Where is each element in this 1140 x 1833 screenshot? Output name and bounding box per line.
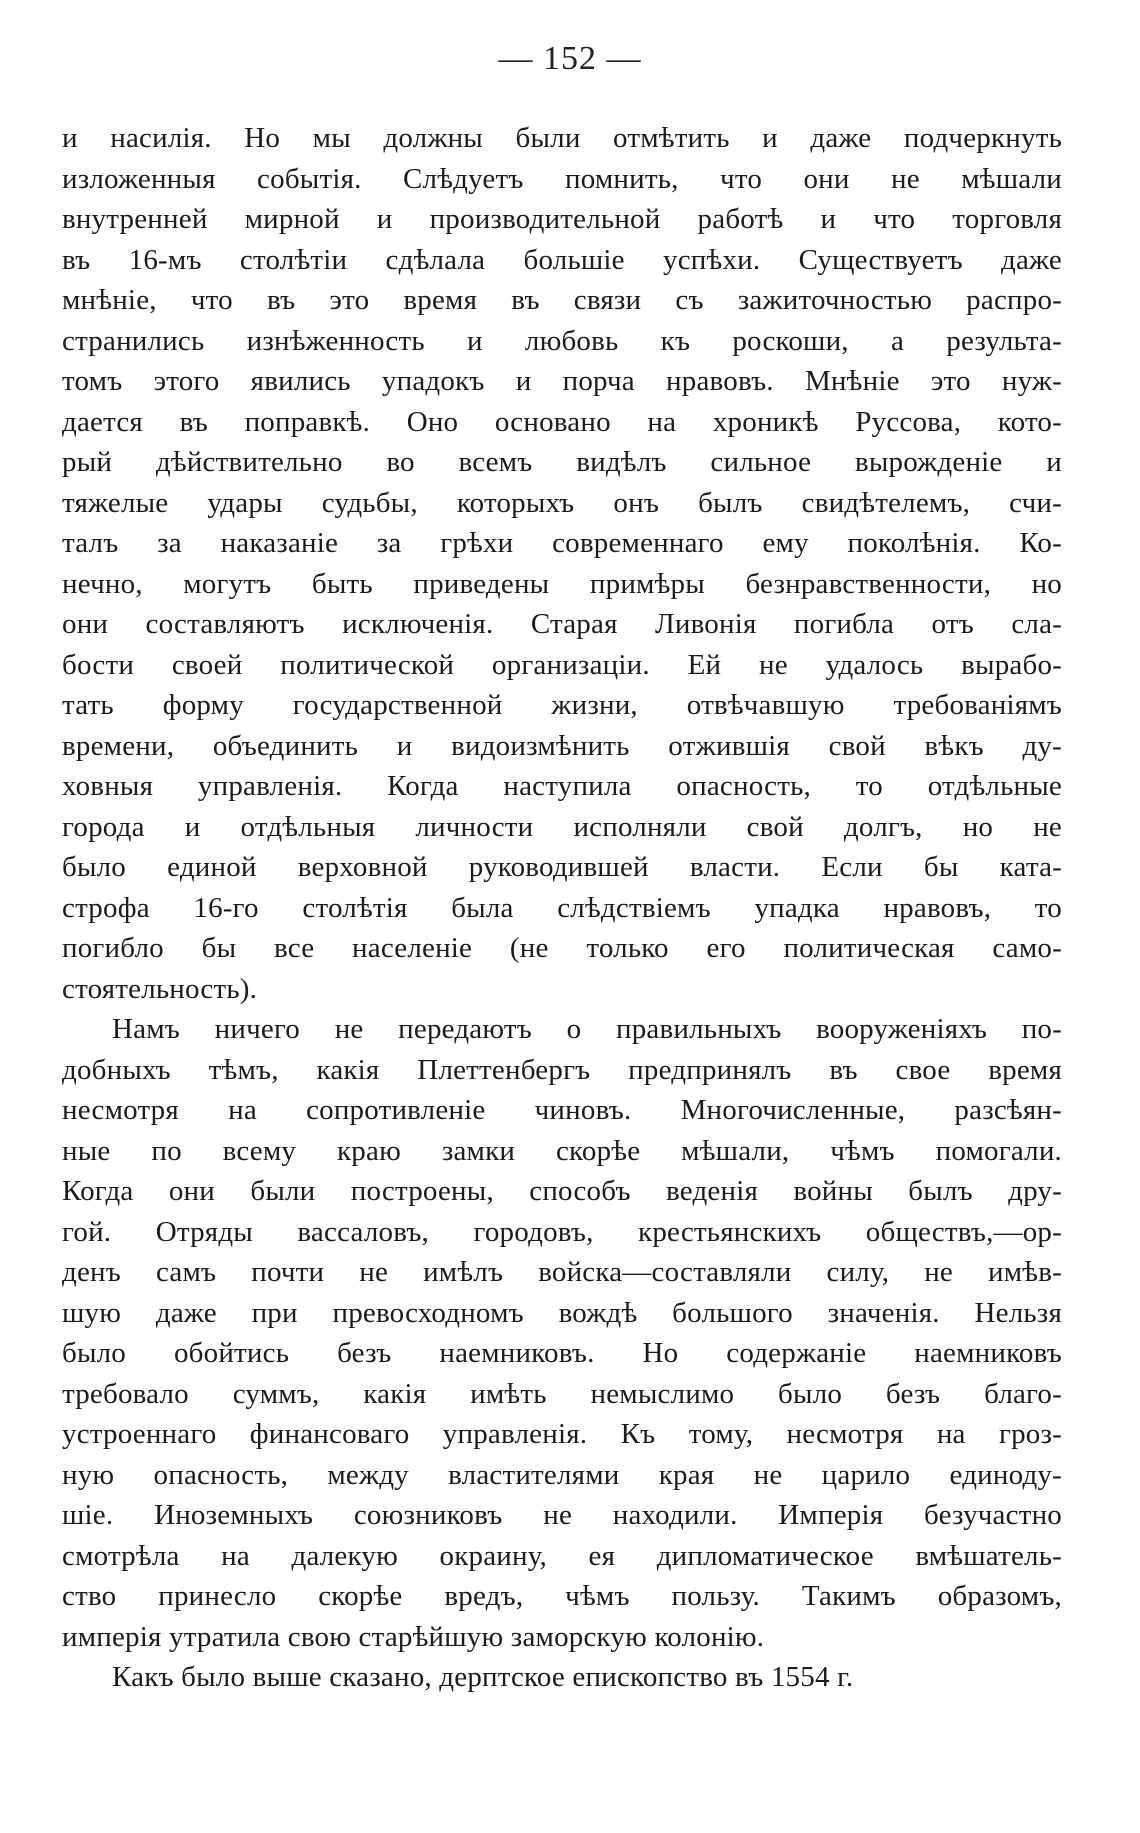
paragraph-start-line: Какъ было выше сказано, дерптское епископство въ 1554 г. <box>112 1661 854 1693</box>
text-line: талъ за наказаніе за грѣхи современнаго ему поколѣнія. Ко- <box>62 527 1062 559</box>
paragraph-end-line: стоятельность). <box>62 972 258 1005</box>
text-line: денъ самъ почти не имѣлъ войска—составляли силу, не имѣв- <box>62 1256 1062 1288</box>
text-line: ные по всему краю замки скорѣе мѣшали, чѣмъ помогали. <box>62 1134 1062 1167</box>
text-line: было обойтись безъ наемниковъ. Но содержаніе наемниковъ <box>62 1337 1062 1369</box>
text-line: они составляютъ исключенія. Старая Ливонія погибла отъ сла- <box>62 608 1062 640</box>
text-line: бости своей политической организаціи. Ей не удалось вырабо- <box>62 648 1062 681</box>
text-line: времени, объединить и видоизмѣнить отжившія свой вѣкъ ду- <box>62 729 1062 762</box>
paragraph-start-line: Намъ ничего не передаютъ о правильныхъ вооруженіяхъ по- <box>112 1013 1062 1045</box>
body-text <box>62 118 1062 1698</box>
text-line: устроеннаго финансоваго управленія. Къ тому, несмотря на гроз- <box>62 1418 1062 1450</box>
text-line: внутренней мирной и производительной работѣ и что торговля <box>62 203 1062 235</box>
text-line: погибло бы все населеніе (не только его политическая само- <box>62 932 1062 964</box>
text-line: добныхъ тѣмъ, какія Плеттенбергъ предпринялъ въ свое время <box>62 1053 1062 1086</box>
page-number: — 152 — <box>498 40 642 77</box>
text-line: гой. Отряды вассаловъ, городовъ, крестьянскихъ обществъ,—ор- <box>62 1215 1062 1248</box>
text-line: Когда они были построены, способъ веденія войны былъ дру- <box>62 1175 1062 1207</box>
text-line: рый дѣйствительно во всемъ видѣлъ сильное вырожденіе и <box>62 446 1062 478</box>
text-line: несмотря на сопротивленіе чиновъ. Многочисленные, разсѣян- <box>62 1094 1062 1126</box>
text-line: тать форму государственной жизни, отвѣчавшую требованіямъ <box>62 689 1062 721</box>
text-line: нечно, могутъ быть приведены примѣры безнравственности, но <box>62 567 1062 600</box>
text-line: было единой верховной руководившей власти. Если бы ката- <box>62 851 1062 883</box>
text-line: строфа 16-го столѣтія была слѣдствіемъ упадка нравовъ, то <box>62 891 1062 924</box>
text-line: шую даже при превосходномъ вождѣ большого значенія. Нельзя <box>62 1296 1062 1329</box>
text-line: мнѣніе, что въ это время въ связи съ зажиточностью распро- <box>62 284 1062 316</box>
text-line: странились изнѣженность и любовь къ роскоши, а результа- <box>62 324 1062 357</box>
text-line: дается въ поправкѣ. Оно основано на хроникѣ Руссова, кото- <box>62 405 1062 438</box>
text-line: смотрѣла на далекую окраину, ея дипломатическое вмѣшатель- <box>62 1539 1062 1572</box>
text-line: шіе. Иноземныхъ союзниковъ не находили. Имперія безучастно <box>62 1499 1062 1531</box>
text-line: тяжелые удары судьбы, которыхъ онъ былъ свидѣтелемъ, счи- <box>62 486 1062 519</box>
text-line: города и отдѣльныя личности исполняли свой долгъ, но не <box>62 810 1062 843</box>
text-line: томъ этого явились упадокъ и порча нравовъ. Мнѣніе это нуж- <box>62 365 1062 397</box>
text-line: требовало суммъ, какія имѣть немыслимо было безъ благо- <box>62 1377 1062 1410</box>
text-line: ство принесло скорѣе вредъ, чѣмъ пользу. Такимъ образомъ, <box>62 1580 1062 1612</box>
text-line: ховныя управленія. Когда наступила опасность, то отдѣльные <box>62 770 1062 802</box>
paragraph-end-line: имперія утратила свою старѣйшую заморскую колонію. <box>62 1620 765 1653</box>
text-line: изложенныя событія. Слѣдуетъ помнить, что они не мѣшали <box>62 162 1062 195</box>
text-line: и насилія. Но мы должны были отмѣтить и даже подчеркнуть <box>62 122 1062 154</box>
text-line: въ 16-мъ столѣтіи сдѣлала большіе успѣхи. Существуетъ даже <box>62 243 1062 276</box>
text-line: ную опасность, между властителями края не царило единоду- <box>62 1458 1062 1491</box>
